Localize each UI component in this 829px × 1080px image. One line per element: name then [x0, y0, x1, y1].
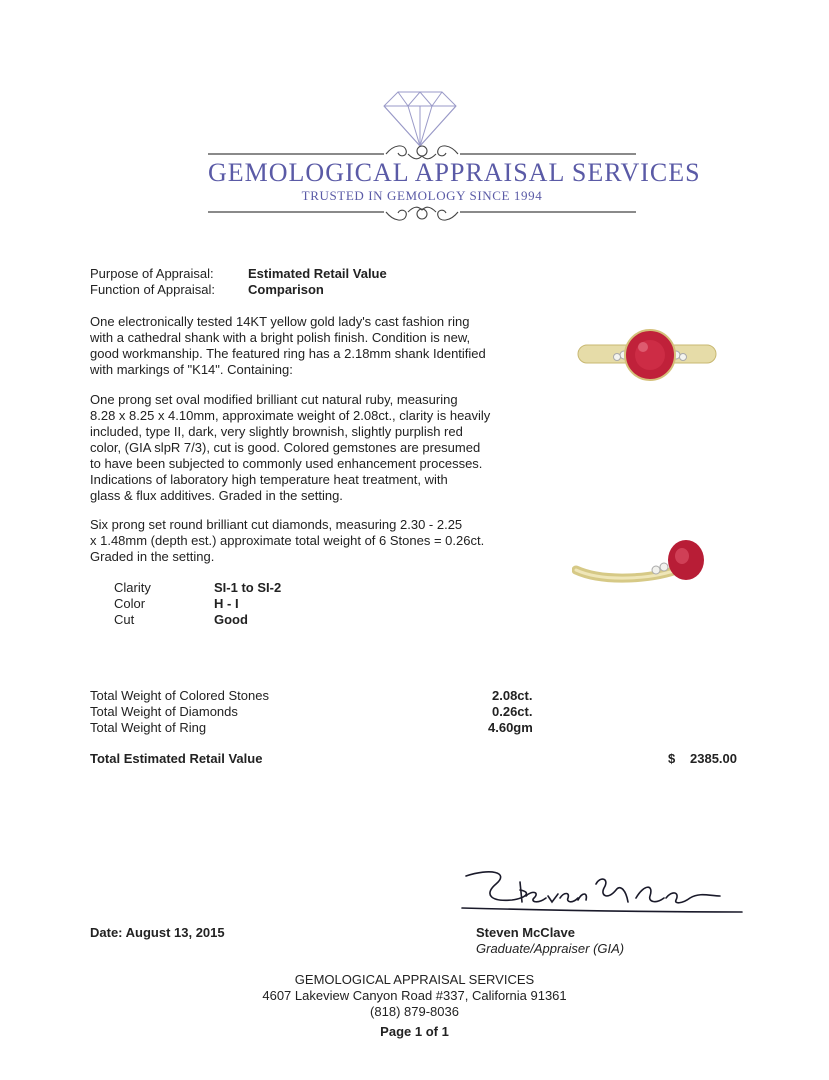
ring-description — [90, 314, 486, 378]
appraisal-date: Date: August 13, 2015 — [90, 925, 225, 940]
description-line: Graded in the setting. — [90, 549, 215, 564]
description-line: color, (GIA slpR 7/3), cut is good. Colored gemstones are presumed — [90, 440, 481, 455]
page-number: Page 1 of 1 — [380, 1024, 449, 1039]
appraiser-name: Steven McClave — [476, 925, 575, 940]
cut-label: Cut — [114, 612, 135, 627]
appraiser-title: Graduate/Appraiser (GIA) — [476, 941, 625, 956]
ring-side-view-image — [572, 536, 722, 596]
currency-symbol: $ — [668, 751, 676, 766]
total-ring-weight-label: Total Weight of Ring — [90, 720, 207, 735]
function-label: Function of Appraisal: — [90, 282, 216, 297]
function-value: Comparison — [248, 282, 324, 297]
description-line: One prong set oval modified brilliant cut natural ruby, measuring — [90, 392, 458, 407]
company-tagline: TRUSTED IN GEMOLOGY SINCE 1994 — [301, 188, 543, 203]
description-line: included, type II, dark, very slightly brownish, slightly purplish red — [90, 424, 463, 439]
total-colored-stones-value: 2.08ct. — [492, 688, 533, 703]
description-line: with markings of "K14". Containing: — [90, 362, 293, 377]
footer-address: 4607 Lakeview Canyon Road #337, California 91361 — [262, 988, 567, 1003]
total-diamonds-value: 0.26ct. — [492, 704, 533, 719]
description-line: Six prong set round brilliant cut diamonds, measuring 2.30 - 2.25 — [90, 517, 463, 532]
description-line: good workmanship. The featured ring has a 2.18mm shank Identified — [90, 346, 486, 361]
color-label: Color — [114, 596, 146, 611]
description-line: 8.28 x 8.25 x 4.10mm, approximate weight of 2.08ct., clarity is heavily — [90, 408, 491, 423]
color-value: H - I — [214, 596, 239, 611]
retail-value-amount: 2385.00 — [690, 751, 737, 766]
retail-value-label: Total Estimated Retail Value — [90, 751, 263, 766]
cut-value: Good — [214, 612, 248, 627]
description-line: Indications of laboratory high temperature heat treatment, with — [90, 472, 448, 487]
description-line: glass & flux additives. Graded in the setting. — [90, 488, 343, 503]
purpose-label: Purpose of Appraisal: — [90, 266, 214, 281]
purpose-value: Estimated Retail Value — [248, 266, 387, 281]
total-colored-stones-label: Total Weight of Colored Stones — [90, 688, 269, 703]
clarity-value: SI-1 to SI-2 — [214, 580, 282, 595]
clarity-label: Clarity — [114, 580, 151, 595]
company-logo-title: GEMOLOGICAL APPRAISAL SERVICES — [208, 158, 701, 187]
description-line: One electronically tested 14KT yellow gold lady's cast fashion ring — [90, 314, 470, 329]
handwritten-signature — [460, 862, 744, 922]
description-line: to have been subjected to commonly used enhancement processes. — [90, 456, 483, 471]
total-diamonds-label: Total Weight of Diamonds — [90, 704, 238, 719]
header-ornament-bottom — [208, 200, 636, 224]
ruby-description — [90, 392, 490, 504]
footer-phone: (818) 879-8036 — [370, 1004, 459, 1019]
description-line: x 1.48mm (depth est.) approximate total weight of 6 Stones = 0.26ct. — [90, 533, 485, 548]
footer-company: GEMOLOGICAL APPRAISAL SERVICES — [294, 972, 535, 987]
diamond-logo-icon — [380, 88, 460, 148]
total-ring-weight-value: 4.60gm — [488, 720, 533, 735]
ring-top-view-image — [572, 325, 722, 385]
description-line: with a cathedral shank with a bright polish finish. Condition is new, — [90, 330, 471, 345]
diamond-description — [90, 517, 484, 565]
